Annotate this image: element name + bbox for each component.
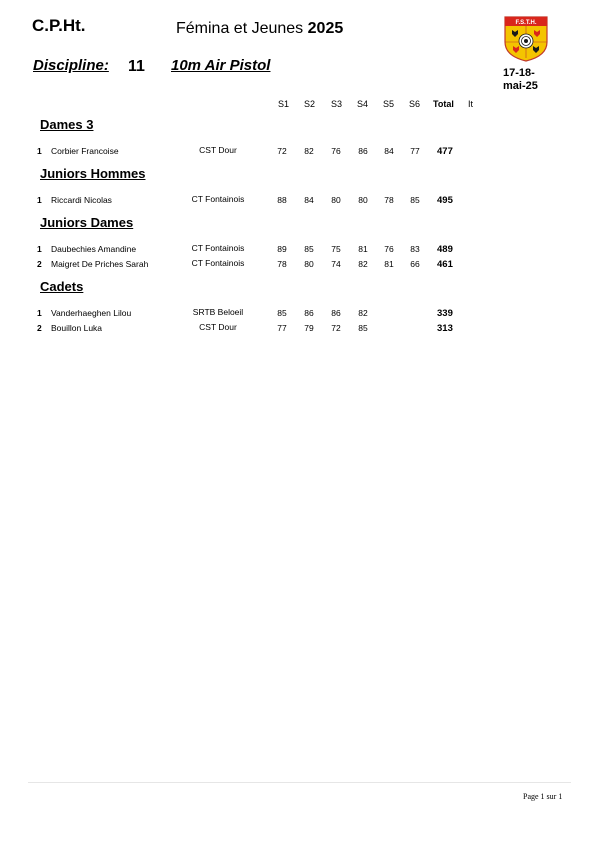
rank: 1 <box>37 244 42 254</box>
score-s5: 84 <box>384 146 394 156</box>
discipline-name: 10m Air Pistol <box>171 57 271 74</box>
score-s3: 74 <box>331 259 341 269</box>
club-name: CT Fontainois <box>191 194 245 204</box>
rank: 1 <box>37 308 42 318</box>
score-s2: 86 <box>304 308 314 318</box>
shooter-name: Bouillon Luka <box>51 323 103 333</box>
score-s3: 75 <box>331 244 341 254</box>
organization-name: C.P.Ht. <box>32 16 86 35</box>
score-s5: 78 <box>384 195 394 205</box>
score-s3: 76 <box>331 146 341 156</box>
score-s4: 80 <box>358 195 368 205</box>
col-header-s6: S6 <box>409 99 421 109</box>
score-total: 461 <box>437 259 453 270</box>
rank: 1 <box>37 146 42 156</box>
shooter-name: Vanderhaeghen Lilou <box>51 308 132 318</box>
score-s4: 81 <box>358 244 368 254</box>
category-title: Juniors Hommes <box>40 166 146 181</box>
club-name: SRTB Beloeil <box>192 307 244 317</box>
club-name: CT Fontainois <box>191 258 245 268</box>
col-header-s2: S2 <box>304 99 316 109</box>
federation-logo-icon <box>504 16 548 62</box>
score-s6: 66 <box>410 259 420 269</box>
category-title: Cadets <box>40 279 84 294</box>
discipline-label: Discipline: <box>33 57 109 74</box>
shooter-name: Riccardi Nicolas <box>51 195 112 205</box>
club-name: CST Dour <box>199 322 237 332</box>
rank: 1 <box>37 195 42 205</box>
col-header-it: It <box>468 99 474 109</box>
event-title <box>176 20 343 38</box>
score-s1: 77 <box>277 323 287 333</box>
rank: 2 <box>37 323 42 333</box>
rank: 2 <box>37 259 42 269</box>
col-header-s3: S3 <box>331 99 343 109</box>
score-s1: 85 <box>277 308 287 318</box>
score-s4: 85 <box>358 323 368 333</box>
score-total: 339 <box>437 308 453 319</box>
shooter-name: Corbier Francoise <box>51 146 119 156</box>
score-s4: 82 <box>358 259 368 269</box>
score-s5: 81 <box>384 259 394 269</box>
score-s3: 72 <box>331 323 341 333</box>
logo-text: F.S.T.H. <box>515 20 537 26</box>
score-s1: 72 <box>277 146 287 156</box>
score-s4: 86 <box>358 146 368 156</box>
score-s4: 82 <box>358 308 368 318</box>
club-name: CST Dour <box>199 145 237 155</box>
score-s2: 85 <box>304 244 314 254</box>
col-header-s1: S1 <box>278 99 290 109</box>
score-s6: 85 <box>410 195 420 205</box>
score-s3: 80 <box>331 195 341 205</box>
col-header-s4: S4 <box>357 99 369 109</box>
category-title: Dames 3 <box>40 117 94 132</box>
score-total: 489 <box>437 244 453 255</box>
score-s1: 78 <box>277 259 287 269</box>
shooter-name: Maigret De Priches Sarah <box>51 259 149 269</box>
score-s2: 79 <box>304 323 314 333</box>
event-title-text: Fémina et Jeunes <box>176 20 304 37</box>
score-s2: 82 <box>304 146 314 156</box>
score-s3: 86 <box>331 308 341 318</box>
score-s1: 89 <box>277 244 287 254</box>
club-name: CT Fontainois <box>191 243 245 253</box>
score-total: 495 <box>437 195 453 206</box>
score-s1: 88 <box>277 195 287 205</box>
score-total: 313 <box>437 323 453 334</box>
score-s2: 80 <box>304 259 314 269</box>
score-s6: 83 <box>410 244 420 254</box>
score-total: 477 <box>437 146 453 157</box>
col-header-s5: S5 <box>383 99 395 109</box>
discipline-number: 11 <box>128 58 145 75</box>
shooter-name: Daubechies Amandine <box>51 244 137 254</box>
page-number: Page 1 sur 1 <box>523 792 563 801</box>
category-title: Juniors Dames <box>40 215 134 230</box>
event-year: 2025 <box>307 20 344 37</box>
score-s6: 77 <box>410 146 420 156</box>
score-s2: 84 <box>304 195 314 205</box>
score-s5: 76 <box>384 244 394 254</box>
col-header-total: Total <box>433 99 454 109</box>
footer-divider <box>28 782 571 783</box>
competition-date: 17-18-mai-25 <box>503 67 538 92</box>
